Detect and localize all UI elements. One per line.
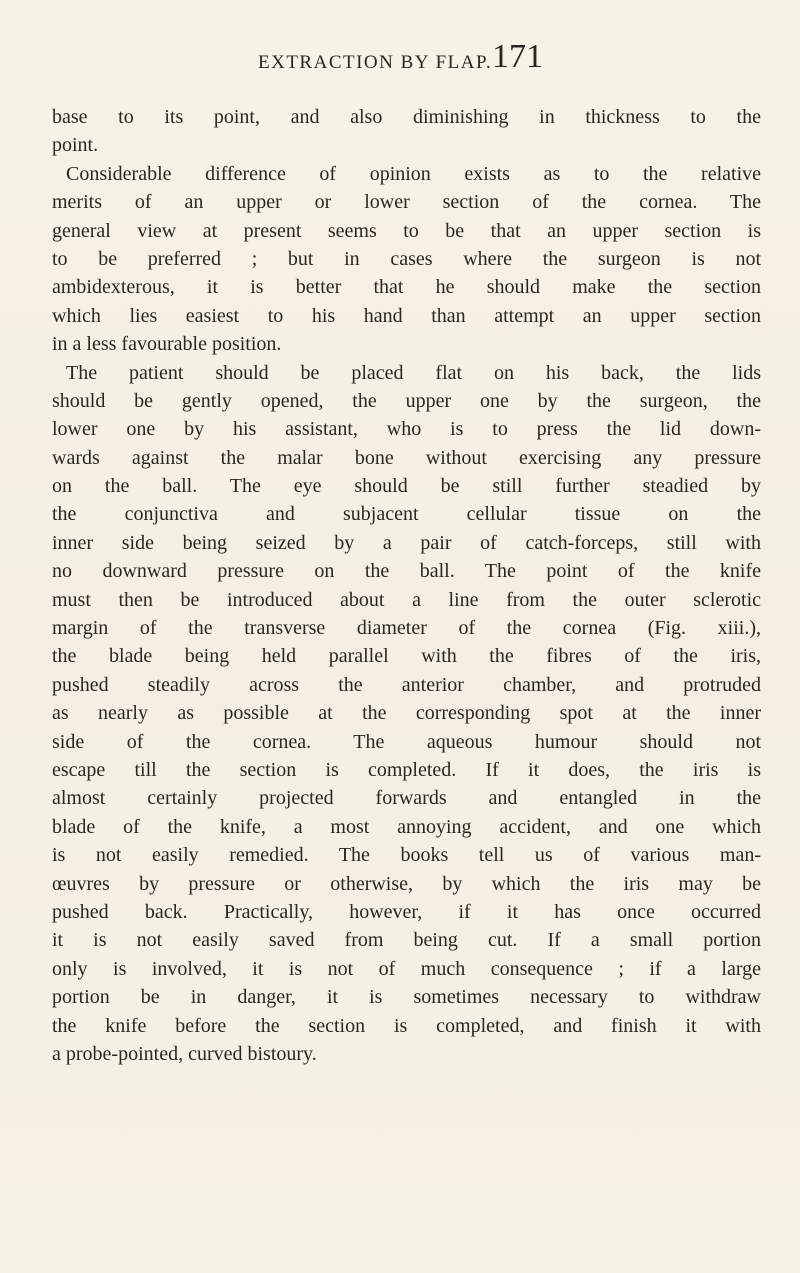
text-line: Considerable difference of opinion exists as to the relative: [66, 162, 761, 185]
text-line: lower one by his assistant, who is to press the lid down-: [52, 418, 761, 441]
text-line: merits of an upper or lower section of the cornea. The: [52, 191, 761, 214]
text-line: as nearly as possible at the corresponding spot at the inner: [52, 702, 761, 725]
text-line: œuvres by pressure or otherwise, by which the iris may be: [52, 872, 761, 895]
text-line: only is involved, it is not of much consequence ; if a large: [52, 957, 761, 980]
text-line: portion be in danger, it is sometimes necessary to withdraw: [52, 986, 761, 1009]
text-line: which lies easiest to his hand than attempt an upper section: [52, 304, 761, 327]
text-line: almost certainly projected forwards and entangled in the: [52, 787, 761, 810]
text-line: general view at present seems to be that an upper section is: [52, 219, 761, 242]
text-line: pushed back. Practically, however, if it has once occurred: [52, 900, 761, 923]
text-line: wards against the malar bone without exercising any pressure: [52, 446, 761, 469]
page-header: [0, 38, 800, 86]
text-line: ambidexterous, it is better that he should make the section: [52, 276, 761, 299]
text-line: in a less favourable position.: [52, 333, 282, 356]
text-line: pushed steadily across the anterior chamber, and protruded: [52, 673, 761, 696]
text-line: no downward pressure on the ball. The point of the knife: [52, 560, 761, 583]
text-line: the knife before the section is completed, and finish it with: [52, 1014, 761, 1037]
text-line: inner side being seized by a pair of catch-forceps, still with: [52, 531, 761, 554]
text-line: the blade being held parallel with the fibres of the iris,: [52, 645, 761, 668]
text-line: must then be introduced about a line from the outer sclerotic: [52, 588, 761, 611]
text-line: blade of the knife, a most annoying accident, and one which: [52, 815, 761, 838]
text-line: is not easily remedied. The books tell us of various man-: [52, 844, 761, 867]
text-line: it is not easily saved from being cut. If a small portion: [52, 929, 761, 952]
running-head: EXTRACTION BY FLAP.: [258, 52, 493, 73]
text-line: should be gently opened, the upper one by the surgeon, the: [52, 389, 761, 412]
text-line: point.: [52, 134, 99, 157]
text-line: side of the cornea. The aqueous humour should not: [52, 730, 761, 753]
page-number: 171: [492, 38, 543, 75]
text-line: The patient should be placed flat on his back, the lids: [66, 361, 761, 384]
text-line: a probe-pointed, curved bistoury.: [52, 1042, 317, 1065]
text-line: on the ball. The eye should be still further steadied by: [52, 475, 761, 498]
body-text: [52, 103, 761, 1068]
text-line: the conjunctiva and subjacent cellular tissue on the: [52, 503, 761, 526]
text-line: escape till the section is completed. If it does, the iris is: [52, 758, 761, 781]
text-line: to be preferred ; but in cases where the surgeon is not: [52, 247, 761, 270]
text-line: base to its point, and also diminishing in thickness to the: [52, 106, 761, 128]
text-line: margin of the transverse diameter of the cornea (Fig. xiii.),: [52, 617, 761, 640]
